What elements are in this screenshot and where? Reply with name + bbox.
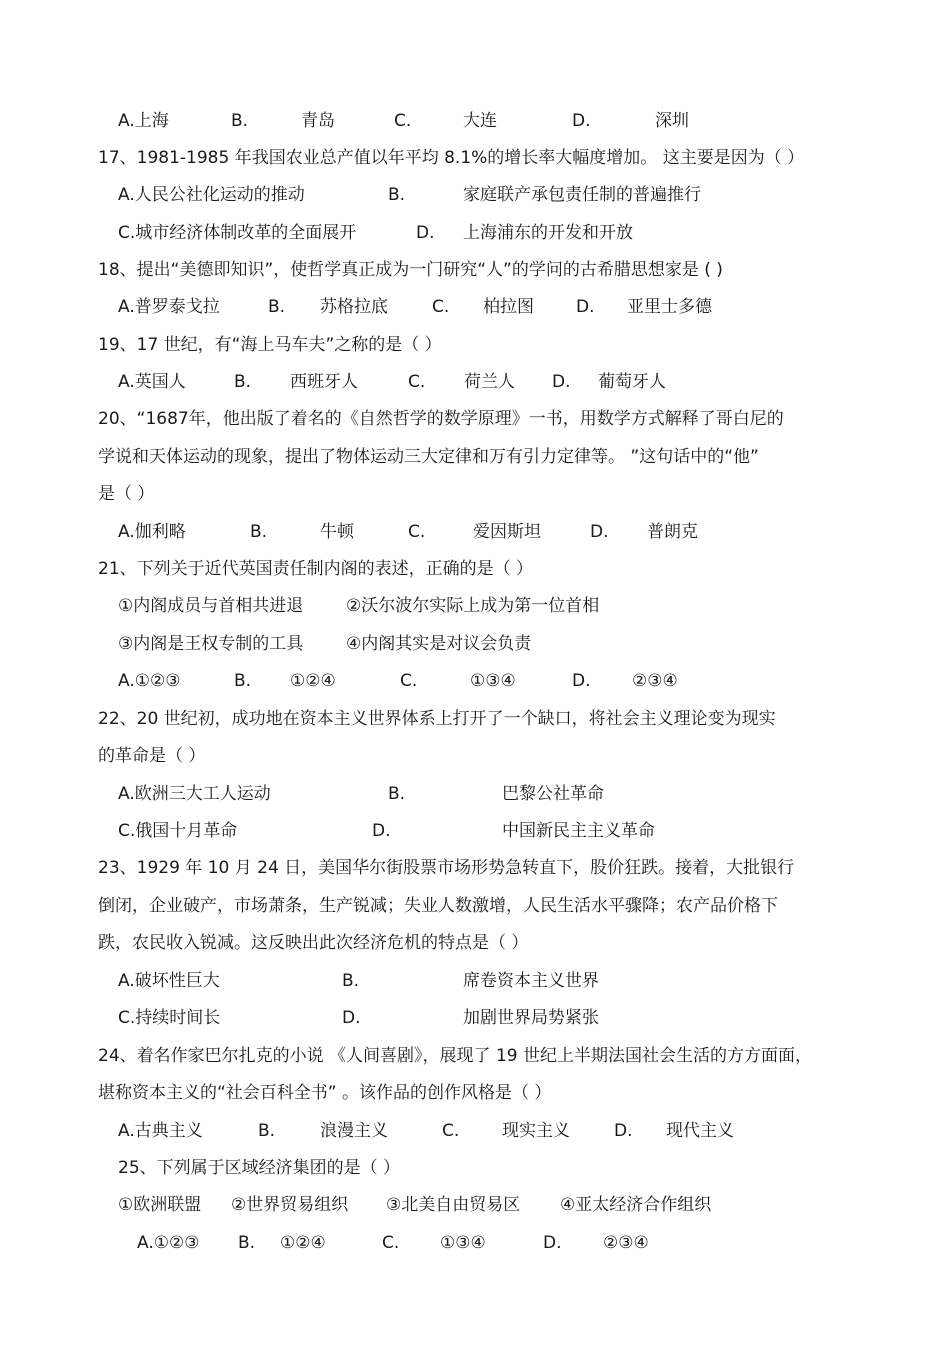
q21-statement-2: ②沃尔波尔实际上成为第一位首相 [346, 596, 600, 616]
q25-option-d: ②③④ [603, 1233, 649, 1253]
q20-option-a: A.伽利略 [118, 522, 186, 542]
q17-option-c: C.城市经济体制改革的全面展开 [118, 223, 357, 243]
q19-option-c-letter: C. [408, 372, 426, 392]
q25-stem: 25、下列属于区域经济集团的是（ ） [118, 1158, 401, 1178]
q23-stem-line-3: 跌，农民收入锐减。这反映出此次经济危机的特点是（ ） [98, 933, 529, 953]
q17-stem: 17、1981-1985 年我国农业总产值以年平均 8.1%的增长率大幅度增加。 这主要是因为（ ） [98, 148, 805, 168]
q18-option-b-letter: B. [268, 297, 286, 317]
q23-stem-line-2: 倒闭，企业破产，市场萧条，生产锐减；失业人数激增，人民生活水平骤降；农产品价格下 [98, 896, 778, 916]
q19-option-c: 荷兰人 [464, 372, 515, 392]
q21-statement-3: ③内阁是王权专制的工具 [118, 634, 304, 654]
q24-stem-line-1: 24、着名作家巴尔扎克的小说 《人间喜剧》，展现了 19 世纪上半期法国社会生活的方方面面， [98, 1046, 812, 1066]
q19-stem: 19、17 世纪，有“海上马车夫”之称的是（ ） [98, 335, 442, 355]
q18-stem: 18、提出“美德即知识”，使哲学真正成为一门研究“人”的学问的古希腊思想家是 ( ) [98, 260, 723, 280]
q16-option-a: A.上海 [118, 111, 169, 131]
q23-option-d-letter: D. [342, 1008, 361, 1028]
q19-option-d-letter: D. [552, 372, 571, 392]
q18-option-a: A.普罗泰戈拉 [118, 297, 220, 317]
q22-stem-line-2: 的革命是（ ） [98, 746, 206, 766]
q25-option-b: ①②④ [280, 1233, 326, 1253]
q20-option-b-letter: B. [250, 522, 268, 542]
q18-option-d: 亚里士多德 [627, 297, 712, 317]
q20-stem-line-3: 是（ ） [98, 484, 155, 504]
q20-option-b: 牛顿 [320, 522, 354, 542]
q21-option-c: ①③④ [470, 671, 516, 691]
q24-option-d: 现代主义 [666, 1121, 734, 1141]
q17-option-b-letter: B. [388, 185, 406, 205]
q24-option-d-letter: D. [614, 1121, 633, 1141]
q18-option-c: 柏拉图 [483, 297, 534, 317]
q21-statement-1: ①内阁成员与首相共进退 [118, 596, 304, 616]
q23-stem-line-1: 23、1929 年 10 月 24 日，美国华尔街股票市场形势急转直下，股价狂跌。接着，大批银行 [98, 858, 795, 878]
q19-option-d: 葡萄牙人 [598, 372, 666, 392]
q25-statement-3: ③北美自由贸易区 [386, 1195, 521, 1215]
q20-option-c: 爱因斯坦 [473, 522, 541, 542]
q22-option-b-letter: B. [388, 784, 406, 804]
q22-option-a: A.欧洲三大工人运动 [118, 784, 271, 804]
q22-option-c: C.俄国十月革命 [118, 821, 238, 841]
q19-option-a: A.英国人 [118, 372, 186, 392]
q20-option-c-letter: C. [408, 522, 426, 542]
q21-option-a: A.①②③ [118, 671, 181, 691]
q21-option-b: ①②④ [290, 671, 336, 691]
q24-option-a: A.古典主义 [118, 1121, 203, 1141]
q25-option-c: ①③④ [440, 1233, 486, 1253]
q21-option-d-letter: D. [572, 671, 591, 691]
q22-option-d-letter: D. [372, 821, 391, 841]
q25-option-a: A.①②③ [137, 1233, 200, 1253]
q24-option-b: 浪漫主义 [320, 1121, 388, 1141]
q17-option-d-letter: D. [416, 223, 435, 243]
q16-option-b-letter: B. [231, 111, 249, 131]
q23-option-c: C.持续时间长 [118, 1008, 221, 1028]
q24-option-c-letter: C. [442, 1121, 460, 1141]
q17-option-a: A.人民公社化运动的推动 [118, 185, 305, 205]
q16-option-c-letter: C. [394, 111, 412, 131]
q23-option-d: 加剧世界局势紧张 [463, 1008, 599, 1028]
q20-option-d: 普朗克 [647, 522, 698, 542]
q25-statement-2: ②世界贸易组织 [231, 1195, 349, 1215]
q21-option-c-letter: C. [400, 671, 418, 691]
q18-option-b: 苏格拉底 [320, 297, 388, 317]
q21-stem: 21、下列关于近代英国责任制内阁的表述，正确的是（ ） [98, 559, 534, 579]
q19-option-b: 西班牙人 [290, 372, 358, 392]
q21-statement-4: ④内阁其实是对议会负责 [346, 634, 532, 654]
q25-option-c-letter: C. [382, 1233, 400, 1253]
q23-option-a: A.破坏性巨大 [118, 971, 220, 991]
q24-option-c: 现实主义 [502, 1121, 570, 1141]
q18-option-d-letter: D. [576, 297, 595, 317]
q17-option-d: 上海浦东的开发和开放 [463, 223, 633, 243]
q16-option-c: 大连 [463, 111, 497, 131]
q17-option-b: 家庭联产承包责任制的普遍推行 [463, 185, 701, 205]
q23-option-b-letter: B. [342, 971, 360, 991]
q21-option-b-letter: B. [234, 671, 252, 691]
q22-option-b: 巴黎公社革命 [502, 784, 604, 804]
q18-option-c-letter: C. [432, 297, 450, 317]
q24-option-b-letter: B. [258, 1121, 276, 1141]
q16-option-d-letter: D. [572, 111, 591, 131]
q19-option-b-letter: B. [234, 372, 252, 392]
q25-statement-4: ④亚太经济合作组织 [560, 1195, 712, 1215]
q25-statement-1: ①欧洲联盟 [118, 1195, 202, 1215]
q22-stem-line-1: 22、20 世纪初，成功地在资本主义世界体系上打开了一个缺口，将社会主义理论变为现实 [98, 709, 776, 729]
q24-stem-line-2: 堪称资本主义的“社会百科全书” 。该作品的创作风格是（ ） [98, 1083, 552, 1103]
q16-option-d: 深圳 [655, 111, 689, 131]
q20-option-d-letter: D. [590, 522, 609, 542]
q22-option-d: 中国新民主主义革命 [502, 821, 655, 841]
q25-option-d-letter: D. [543, 1233, 562, 1253]
q16-option-b: 青岛 [301, 111, 335, 131]
q25-option-b-letter: B. [238, 1233, 256, 1253]
q20-stem-line-1: 20、“1687年，他出版了着名的《自然哲学的数学原理》一书，用数学方式解释了哥白尼的 [98, 409, 784, 429]
q23-option-b: 席卷资本主义世界 [463, 971, 599, 991]
q20-stem-line-2: 学说和天体运动的现象，提出了物体运动三大定律和万有引力定律等。 ”这句话中的“他” [98, 447, 759, 467]
q21-option-d: ②③④ [632, 671, 678, 691]
